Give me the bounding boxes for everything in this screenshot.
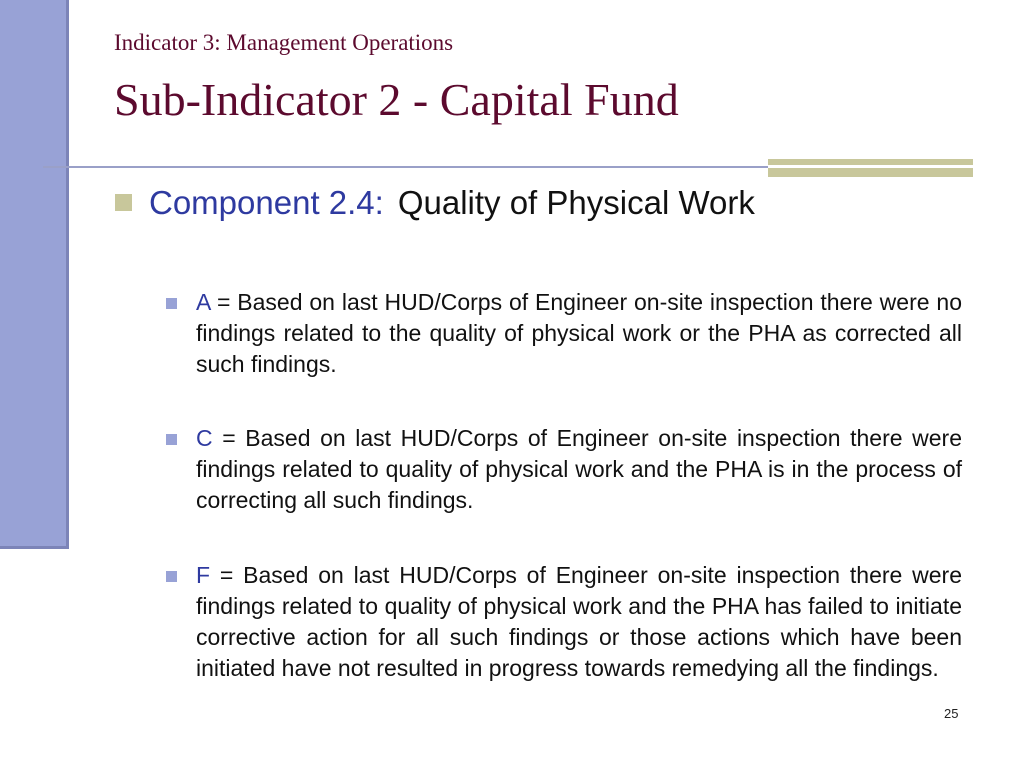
component-heading bbox=[115, 184, 755, 222]
grade-description: = Based on last HUD/Corps of Engineer on-site inspection there were findings related to quality of physical work and the PHA is in the process of correcting all such findings. bbox=[196, 425, 962, 513]
left-decor-bar bbox=[0, 0, 66, 546]
grade-description: = Based on last HUD/Corps of Engineer on-site inspection there were findings related to quality of physical work and the PHA has failed to initiate corrective action for all such findings or those actions which have been initiated have not resulted in progress towards remedying all the findings. bbox=[196, 562, 962, 681]
left-decor-bar-bottom bbox=[0, 546, 69, 549]
grade-letter: C bbox=[196, 425, 213, 451]
square-bullet-icon bbox=[166, 434, 177, 445]
component-name: Quality of Physical Work bbox=[397, 184, 755, 221]
square-bullet-icon bbox=[115, 194, 132, 211]
grade-letter: F bbox=[196, 562, 211, 588]
slide-number: 25 bbox=[944, 706, 959, 721]
square-bullet-icon bbox=[166, 571, 177, 582]
slide-title: Sub-Indicator 2 - Capital Fund bbox=[114, 74, 679, 125]
grade-description: = Based on last HUD/Corps of Engineer on-site inspection there were no findings related to the quality of physical work or the PHA as corrected all such findings. bbox=[196, 289, 962, 377]
left-decor-bar-shadow bbox=[66, 0, 69, 549]
grade-item bbox=[196, 560, 962, 684]
grade-letter: A bbox=[196, 289, 211, 315]
grade-item bbox=[196, 287, 962, 380]
grade-item bbox=[196, 423, 962, 516]
component-label: Component 2.4: bbox=[149, 184, 384, 221]
square-bullet-icon bbox=[166, 298, 177, 309]
accent-stripe bbox=[768, 159, 973, 177]
slide-supertitle: Indicator 3: Management Operations bbox=[114, 30, 454, 55]
